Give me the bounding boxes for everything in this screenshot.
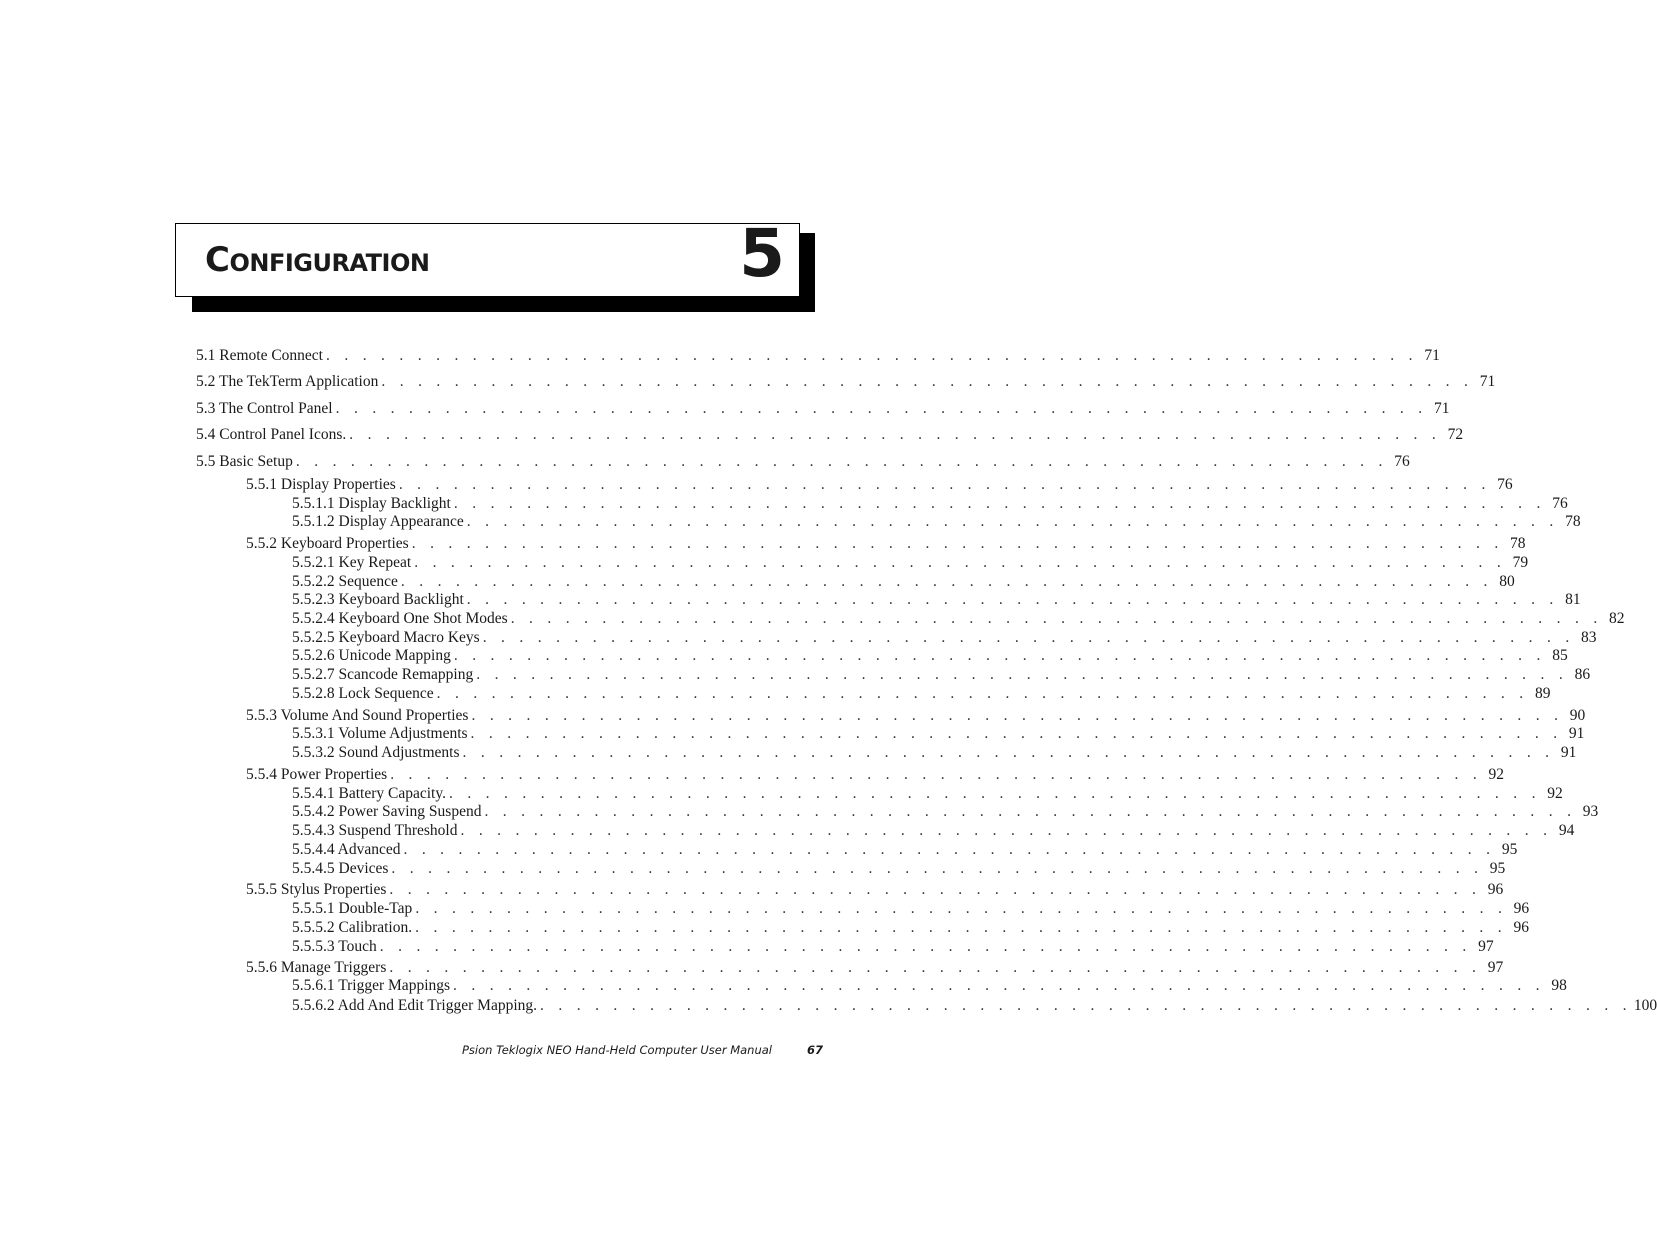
toc-entry-label: 5.5.1.2 Display Appearance [292,513,467,531]
toc-dot-leader: . . . . . . . . . . . . . . . . . . . . . . . . . . . . . . . . . . . . . . . . . . . . . . . . . . . . . . . . . . . . [415,919,1507,936]
toc-entry[interactable] [246,535,1526,553]
toc-entry-label: 5.5.2.5 Keyboard Macro Keys [292,629,483,647]
toc-entry-label: 5.5.3.2 Sound Adjustments [292,744,463,762]
toc-entry[interactable] [292,666,1591,684]
toc-entry[interactable] [292,822,1575,840]
toc-entry-page: 72 [1447,426,1464,443]
toc-entry-label: 5.5.3.1 Volume Adjustments [292,725,471,743]
toc-entry[interactable] [292,554,1529,572]
toc-dot-leader: . . . . . . . . . . . . . . . . . . . . . . . . . . . . . . . . . . . . . . . . . . . . . . . . . . . . . . . . . . . . [415,900,1508,917]
chapter-number: 5 [739,215,785,292]
toc-entry-page: 96 [1513,919,1529,936]
toc-entry-page: 97 [1487,959,1504,976]
toc-dot-leader: . . . . . . . . . . . . . . . . . . . . . . . . . . . . . . . . . . . . . . . . . . . . . . . . . . . . . . . . . . . . [510,610,1603,627]
toc-entry[interactable] [292,803,1599,821]
toc-entry-page: 78 [1565,513,1581,530]
toc-entry-page: 95 [1489,860,1506,877]
toc-entry-page: 79 [1512,554,1529,571]
toc-entry-page: 92 [1547,785,1563,802]
toc-dot-leader: . . . . . . . . . . . . . . . . . . . . . . . . . . . . . . . . . . . . . . . . . . . . . . . . . . . . . . . . . . . . [436,685,1529,702]
toc-entry-label: 5.5.2.4 Keyboard One Shot Modes [292,610,511,628]
toc-entry-page: 96 [1487,881,1504,898]
toc-entry[interactable] [292,629,1597,647]
toc-dot-leader: . . . . . . . . . . . . . . . . . . . . . . . . . . . . . . . . . . . . . . . . . . . . . . . . . . . . . . . . . . . . [379,938,1472,955]
toc-entry-page: 80 [1499,573,1515,590]
footer-manual-title: Psion Teklogix NEO Hand-Held Computer User Manual [462,1043,772,1057]
toc-dot-leader: . . . . . . . . . . . . . . . . . . . . . . . . . . . . . . . . . . . . . . . . . . . . . . . . . . . . . . . . . . . . [482,629,1575,646]
toc-entry[interactable] [196,347,1440,365]
toc-entry-label: 5.5.3 Volume And Sound Properties [246,707,471,725]
toc-entry[interactable] [292,591,1581,609]
toc-entry-page: 89 [1534,685,1551,702]
toc-dot-leader: . . . . . . . . . . . . . . . . . . . . . . . . . . . . . . . . . . . . . . . . . . . . . . . . . . . . . . . . . . . . [391,860,1484,877]
toc-entry-page: 76 [1552,495,1568,512]
toc-entry-label: 5.5.2.7 Scancode Remapping [292,666,476,684]
toc-entry-label: 5.4 Control Panel Icons. [196,426,349,444]
toc-entry-label: 5.5.2.6 Unicode Mapping [292,647,454,665]
toc-dot-leader: . . . . . . . . . . . . . . . . . . . . . . . . . . . . . . . . . . . . . . . . . . . . . . . . . . . . . . . . . . . . [453,977,1545,994]
toc-entry[interactable] [292,938,1494,956]
toc-dot-leader: . . . . . . . . . . . . . . . . . . . . . . . . . . . . . . . . . . . . . . . . . . . . . . . . . . . . . . . . . . . . [462,744,1555,761]
toc-entry-label: 5.5.2.1 Key Repeat [292,554,414,572]
toc-dot-leader: . . . . . . . . . . . . . . . . . . . . . . . . . . . . . . . . . . . . . . . . . . . . . . . . . . . . . . . . . . . . [470,725,1563,742]
toc-entry-page: 100 [1633,997,1657,1014]
toc-entry[interactable] [196,453,1410,471]
toc-entry-label: 5.5.1.1 Display Backlight [292,495,454,513]
toc-entry[interactable] [246,881,1504,899]
toc-entry-label: 5.5 Basic Setup [196,453,296,471]
toc-dot-leader: . . . . . . . . . . . . . . . . . . . . . . . . . . . . . . . . . . . . . . . . . . . . . . . . . . . . . . . . . . . . [466,591,1559,608]
toc-entry-label: 5.5.6.1 Trigger Mappings [292,977,453,995]
toc-dot-leader: . . . . . . . . . . . . . . . . . . . . . . . . . . . . . . . . . . . . . . . . . . . . . . . . . . . . . . . . . . . . [453,647,1546,664]
toc-entry[interactable] [246,707,1586,725]
toc-entry[interactable] [292,900,1530,918]
toc-entry-page: 95 [1501,841,1518,858]
toc-entry[interactable] [292,725,1585,743]
toc-entry[interactable] [292,685,1551,703]
toc-entry-page: 78 [1510,535,1526,552]
toc-dot-leader: . . . . . . . . . . . . . . . . . . . . . . . . . . . . . . . . . . . . . . . . . . . . . . . . . . . . . . . . . . . . [403,841,1496,858]
toc-entry-page: 94 [1558,822,1575,839]
toc-entry-label: 5.3 The Control Panel [196,400,336,418]
toc-dot-leader: . . . . . . . . . . . . . . . . . . . . . . . . . . . . . . . . . . . . . . . . . . . . . . . . . . . . . . . . . . . . [326,347,1418,364]
toc-dot-leader: . . . . . . . . . . . . . . . . . . . . . . . . . . . . . . . . . . . . . . . . . . . . . . . . . . . . . . . . . . . . [414,554,1507,571]
toc-dot-leader: . . . . . . . . . . . . . . . . . . . . . . . . . . . . . . . . . . . . . . . . . . . . . . . . . . . . . . . . . . . . [398,476,1491,493]
chapter-title: Configuration [205,240,430,280]
toc-entry-label: 5.5.2.3 Keyboard Backlight [292,591,467,609]
toc-entry-page: 71 [1433,400,1450,417]
toc-entry[interactable] [292,495,1568,513]
toc-entry-page: 76 [1497,476,1513,493]
toc-entry[interactable] [292,513,1581,531]
toc-entry-label: 5.5.4.3 Suspend Threshold [292,822,460,840]
toc-entry-label: 5.5.4.1 Battery Capacity. [292,785,449,803]
toc-dot-leader: . . . . . . . . . . . . . . . . . . . . . . . . . . . . . . . . . . . . . . . . . . . . . . . . . . . . . . . . . . . . [295,453,1388,470]
footer-page-number: 67 [807,1043,824,1057]
toc-dot-leader: . . . . . . . . . . . . . . . . . . . . . . . . . . . . . . . . . . . . . . . . . . . . . . . . . . . . . . . . . . . . [389,881,1482,898]
toc-entry[interactable] [292,977,1567,995]
toc-entry-page: 71 [1479,373,1496,390]
toc-entry[interactable] [292,997,1657,1015]
toc-entry-page: 86 [1574,666,1591,683]
toc-entry[interactable] [196,373,1496,391]
toc-entry-label: 5.5.4.2 Power Saving Suspend [292,803,484,821]
toc-entry[interactable] [292,610,1625,628]
toc-entry-label: 5.5.6 Manage Triggers [246,959,389,977]
toc-dot-leader: . . . . . . . . . . . . . . . . . . . . . . . . . . . . . . . . . . . . . . . . . . . . . . . . . . . . . . . . . . . . [476,666,1569,683]
toc-entry-label: 5.5.4.5 Devices [292,860,391,878]
toc-entry-page: 82 [1609,610,1625,627]
toc-entry-page: 97 [1478,938,1494,955]
chapter-header [175,215,800,297]
toc-entry-page: 85 [1552,647,1568,664]
toc-entry[interactable] [246,476,1513,494]
toc-entry-page: 81 [1565,591,1581,608]
toc-entry-page: 71 [1424,347,1440,364]
toc-entry-page: 93 [1582,803,1599,820]
toc-entry-page: 91 [1568,725,1585,742]
toc-dot-leader: . . . . . . . . . . . . . . . . . . . . . . . . . . . . . . . . . . . . . . . . . . . . . . . . . . . . . . . . . . . . [390,766,1483,783]
toc-dot-leader: . . . . . . . . . . . . . . . . . . . . . . . . . . . . . . . . . . . . . . . . . . . . . . . . . . . . . . . . . . . . [540,997,1632,1014]
toc-entry-label: 5.1 Remote Connect [196,347,326,365]
toc-dot-leader: . . . . . . . . . . . . . . . . . . . . . . . . . . . . . . . . . . . . . . . . . . . . . . . . . . . . . . . . . . . . [448,785,1541,802]
toc-entry-page: 92 [1488,766,1505,783]
toc-dot-leader: . . . . . . . . . . . . . . . . . . . . . . . . . . . . . . . . . . . . . . . . . . . . . . . . . . . . . . . . . . . . [335,400,1428,417]
toc-dot-leader: . . . . . . . . . . . . . . . . . . . . . . . . . . . . . . . . . . . . . . . . . . . . . . . . . . . . . . . . . . . . [453,495,1546,512]
toc-dot-leader: . . . . . . . . . . . . . . . . . . . . . . . . . . . . . . . . . . . . . . . . . . . . . . . . . . . . . . . . . . . . [389,959,1482,976]
toc-entry-label: 5.2 The TekTerm Application [196,373,381,391]
toc-entry-page: 91 [1560,744,1577,761]
toc-entry-label: 5.5.5.3 Touch [292,938,380,956]
toc-entry-page: 76 [1394,453,1410,470]
toc-entry-page: 90 [1569,707,1586,724]
toc-entry-label: 5.5.4 Power Properties [246,766,390,784]
toc-entry-label: 5.5.6.2 Add And Edit Trigger Mapping. [292,997,540,1015]
toc-entry-label: 5.5.5.1 Double-Tap [292,900,415,918]
toc-entry[interactable] [292,744,1577,762]
toc-entry-page: 98 [1551,977,1567,994]
toc-entry-label: 5.5.4.4 Advanced [292,841,403,859]
toc-entry[interactable] [246,766,1505,784]
toc-entry[interactable] [292,573,1515,591]
toc-dot-leader: . . . . . . . . . . . . . . . . . . . . . . . . . . . . . . . . . . . . . . . . . . . . . . . . . . . . . . . . . . . . [460,822,1553,839]
toc-entry-label: 5.5.2 Keyboard Properties [246,535,412,553]
toc-entry-label: 5.5.5.2 Calibration. [292,919,415,937]
toc-dot-leader: . . . . . . . . . . . . . . . . . . . . . . . . . . . . . . . . . . . . . . . . . . . . . . . . . . . . . . . . . . . . [381,373,1474,390]
toc-entry[interactable] [292,647,1568,665]
toc-entry-label: 5.5.1 Display Properties [246,476,399,494]
toc-dot-leader: . . . . . . . . . . . . . . . . . . . . . . . . . . . . . . . . . . . . . . . . . . . . . . . . . . . . . . . . . . . . [484,803,1577,820]
toc-dot-leader: . . . . . . . . . . . . . . . . . . . . . . . . . . . . . . . . . . . . . . . . . . . . . . . . . . . . . . . . . . . . [400,573,1493,590]
toc-entry[interactable] [246,959,1504,977]
toc-entry-page: 83 [1581,629,1597,646]
toc-entry[interactable] [196,400,1450,418]
toc-entry-label: 5.5.5 Stylus Properties [246,881,389,899]
toc-entry[interactable] [292,841,1518,859]
toc-entry[interactable] [196,426,1464,444]
toc-dot-leader: . . . . . . . . . . . . . . . . . . . . . . . . . . . . . . . . . . . . . . . . . . . . . . . . . . . . . . . . . . . . [349,426,1442,443]
toc-dot-leader: . . . . . . . . . . . . . . . . . . . . . . . . . . . . . . . . . . . . . . . . . . . . . . . . . . . . . . . . . . . . [411,535,1504,552]
toc-entry-page: 96 [1513,900,1530,917]
toc-dot-leader: . . . . . . . . . . . . . . . . . . . . . . . . . . . . . . . . . . . . . . . . . . . . . . . . . . . . . . . . . . . . [471,707,1564,724]
toc-entry[interactable] [292,785,1563,803]
toc-entry-label: 5.5.2.2 Sequence [292,573,401,591]
toc-dot-leader: . . . . . . . . . . . . . . . . . . . . . . . . . . . . . . . . . . . . . . . . . . . . . . . . . . . . . . . . . . . . [466,513,1559,530]
toc-entry-label: 5.5.2.8 Lock Sequence [292,685,437,703]
toc-entry[interactable] [292,860,1506,878]
toc-entry[interactable] [292,919,1529,937]
